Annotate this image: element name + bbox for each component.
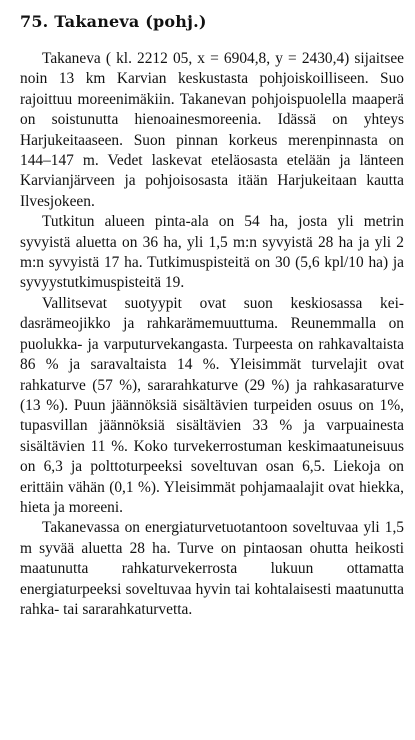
section-heading: 75. Takaneva (pohj.) [20,12,207,31]
paragraph-location: Takaneva ( kl. 2212 05, x = 6904,8, y = 2430,4) sijaitsee noin 13 km Karvian keskustasta pohjoiskoilliseen. Suo rajoittuu moreenimäkiin. Takanevan pohjoispuolella maaperä on soistunutta hienoainesmoreenia. Idässä on yhteys Harjukeitaaseen. Suon pinnan korkeus merenpinnasta on 144–147 m. Vedet laskevat eteläosasta etelään ja länteen Karvianjärveen ja pohjoisosasta itään Harjukeitaan kautta Ilvesjokeen. [20,50,404,210]
paragraph-area: Tutkitun alueen pinta-ala on 54 ha, josta yli metrin syvyistä aluetta on 36 ha, yli 1,5 m:n syvyistä 28 ha ja yli 2 m:n syvyistä 17 ha. Tutkimuspisteitä on 30 (5,6 kpl/10 ha) ja syvyystutkimuspisteitä 19. [20,213,404,292]
paragraph-energy-peat: Takanevassa on energiaturvetuotantoon soveltuvaa yli 1,5 m syvää aluetta 28 ha. Turve on pintaosan ohutta heikosti maatunutta rahkaturvekerrosta lukuun ottamatta energiaturpeeksi soveltuvaa hyvin tai kohtalaisesti maatunutta rahka- tai sararahkaturvetta. [20,519,404,618]
paragraph-peat-types: Vallitsevat suotyypit ovat suon keskiosassa keidasrämeojikko ja rahkarämemuuttuma. Reunemmalla on puolukka- ja varputurvekangasta. Turpeesta on rahkavaltaista 86 % ja saravaltaista 14 %. Yleisimmät turvelajit ovat rahkaturve (57 %), sararahkaturve (29 %) ja rahkasaraturve (13 %). Puun jäännöksiä sisältävien turpeiden osuus on 1%, tupasvillan jäännöksiä sisältävien 33 % ja varpuainesta sisältävien 11 %. Koko turvekerrostuman keskimaatuneisuus on 6,3 ja polttoturpeeksi soveltuvan osan 6,5. Liekoja on erittäin vähän (0,1 %). Yleisimmät pohjamaalajit ovat hiekka, hieta ja moreeni. [20,294,404,516]
